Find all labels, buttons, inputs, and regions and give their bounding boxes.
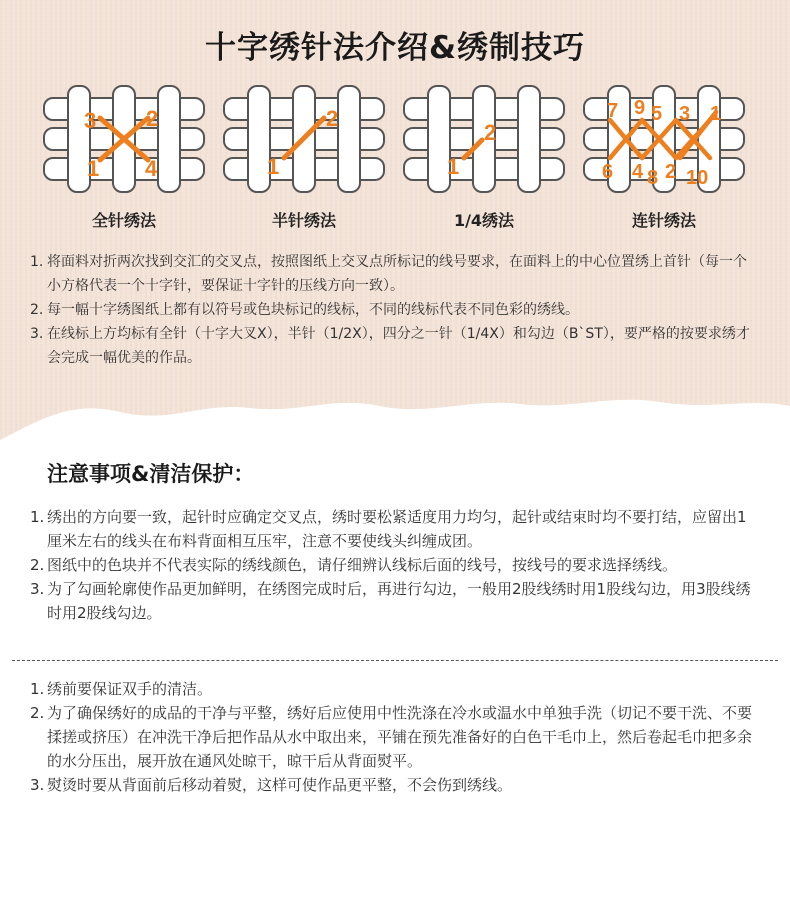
list-text: 绣前要保证双手的清洁。: [47, 680, 213, 698]
list-text: 每一幅十字绣图纸上都有以符号或色块标记的线标，不同的线标代表不同色彩的绣线。: [47, 302, 579, 318]
weave-grid-icon: [220, 84, 388, 194]
diagram-label: 1/4绣法: [453, 211, 515, 230]
list-number: 2.: [30, 704, 45, 722]
full-stitch-diagram: [40, 84, 208, 194]
list-item: [30, 577, 760, 625]
list-number: 3.: [30, 326, 44, 342]
cleaning-list: [30, 677, 760, 797]
list-number: 3.: [30, 776, 45, 794]
list-number: 2.: [30, 556, 45, 574]
list-number: 2.: [30, 302, 44, 318]
stitch-number: 9: [634, 97, 646, 119]
stitch-number: 2: [326, 106, 339, 131]
stitch-number: 8: [647, 167, 659, 189]
stitch-number: 1: [710, 103, 722, 125]
wave-divider: [0, 390, 790, 450]
continuous-stitch-diagram: [580, 84, 748, 194]
weave-grid-icon: [400, 84, 568, 194]
quarter-stitch-diagram: [400, 84, 568, 194]
list-item: [30, 773, 760, 797]
list-item: [30, 677, 760, 701]
list-item: [30, 553, 760, 577]
list-text: 在线标上方均标有全针（十字大叉X），半针（1/2X），四分之一针（1/4X）和勾边（B`ST），要严格的按要求绣才会完成一幅优美的作品。: [47, 326, 750, 366]
stitch-number: 10: [686, 167, 709, 189]
intro-list: [30, 250, 760, 370]
list-text: 绣出的方向要一致，起针时应确定交叉点，绣时要松紧适度用力均匀，起针或结束时均不要打结，应留出1厘米左右的线头在布料背面相互压牢，注意不要使线头纠缠成团。: [47, 508, 747, 550]
stitch-number: 1: [267, 154, 280, 179]
list-item: [30, 701, 760, 773]
list-text: 为了勾画轮廓使作品更加鲜明，在绣图完成时后，再进行勾边，一般用2股线绣时用1股线勾边，用3股线绣时用2股线勾边。: [47, 580, 751, 622]
stitch-number: 1: [447, 154, 460, 179]
stitch-number: 1: [87, 156, 100, 181]
list-item: [30, 505, 760, 553]
list-text: 为了确保绣好的成品的干净与平整，绣好后应使用中性洗涤在冷水或温水中单独手洗（切记不要干洗、不要揉搓或挤压）在冲洗干净后把作品从水中取出来，平铺在预先准备好的白色干毛巾上，然后卷起毛巾把多余的水分压出，展开放在通风处晾干，晾干后从背面熨平。: [47, 704, 753, 770]
notes-list: [30, 505, 760, 625]
section-title: 注意事项&清洁保护：: [47, 462, 255, 486]
weave-grid-icon: [580, 84, 748, 194]
list-number: 1.: [30, 508, 45, 526]
diagram-label: 半针绣法: [271, 211, 336, 230]
list-item: [30, 250, 760, 298]
list-text: 图纸中的色块并不代表实际的绣线颜色，请仔细辨认线标后面的线号，按线号的要求选择绣线。: [47, 556, 678, 574]
diagram-label: 连针绣法: [631, 211, 696, 230]
stitch-number: 7: [607, 100, 619, 122]
stitch-number: 2: [146, 106, 159, 131]
half-stitch-diagram: [220, 84, 388, 194]
weave-grid-icon: [40, 84, 208, 194]
list-number: 3.: [30, 580, 45, 598]
stitch-number: 6: [602, 161, 614, 183]
stitch-number: 4: [145, 156, 158, 181]
page-title: 十字绣针法介绍&绣制技巧: [204, 30, 586, 66]
stitch-number: 2: [484, 120, 497, 145]
stitch-number: 3: [84, 108, 97, 133]
list-text: 将面料对折两次找到交汇的交叉点，按照图纸上交叉点所标记的线号要求，在面料上的中心位置绣上首针（每一个小方格代表一个十字针，要保证十字针的压线方向一致）。: [47, 254, 747, 294]
stitch-number: 4: [632, 161, 644, 183]
stitch-number: 3: [679, 103, 691, 125]
stitch-number: 5: [651, 103, 663, 125]
list-item: [30, 322, 760, 370]
list-number: 1.: [30, 254, 44, 270]
dashed-divider: [12, 660, 778, 661]
list-number: 1.: [30, 680, 45, 698]
list-text: 熨烫时要从背面前后移动着熨，这样可使作品更平整，不会伤到绣线。: [47, 776, 513, 794]
diagram-label: 全针绣法: [91, 211, 156, 230]
stitch-number: 2: [665, 161, 677, 183]
list-item: [30, 298, 760, 322]
